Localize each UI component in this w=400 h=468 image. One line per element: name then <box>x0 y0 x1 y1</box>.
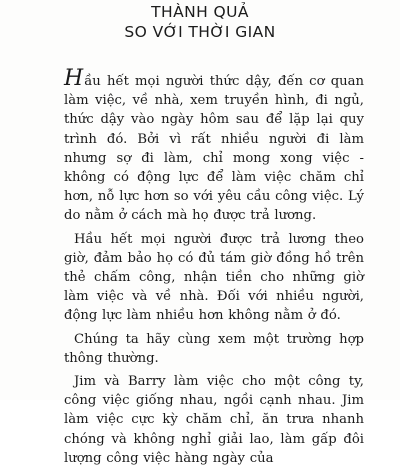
paragraph-1-text: ầu hết mọi người thức dậy, đến cơ quan làm việc, về nhà, xem truyền hình, đi ngủ, thức dậy vào ngày hôm sau để lặp lại quy trình đó. Bởi vì rất nhiều người đi làm nhưng sợ đi làm, chỉ mong xong việc - không có động lực để làm việc chăm chỉ hơn, nỗ lực hơn so với yêu cầu công việc. Lý do nằm ở cách mà họ được trả lương. <box>64 74 364 224</box>
paragraph-4: Jim và Barry làm việc cho một công ty, công việc giống nhau, ngồi cạnh nhau. Jim làm việc cực kỳ chăm chỉ, ăn trưa nhanh chóng và không nghỉ giải lao, làm gấp đôi lượng công việc hàng ngày của <box>64 374 364 466</box>
paragraph-2: Hầu hết mọi người được trả lương theo giờ, đảm bảo họ có đủ tám giờ đồng hồ trên thẻ chấm công, nhận tiền cho những giờ làm việc và về nhà. Đối với nhiều người, động lực làm nhiều hơn không nằm ở đó. <box>64 231 364 324</box>
body-text <box>64 66 364 468</box>
paragraph-1 <box>64 66 364 226</box>
paragraph-3: Chúng ta hãy cùng xem một trường hợp thông thường. <box>64 331 364 366</box>
chapter-title-line-2: SO VỚI THỜI GIAN <box>124 23 276 41</box>
chapter-title-line-1: THÀNH QUẢ <box>151 3 249 21</box>
drop-cap: H <box>64 66 84 91</box>
